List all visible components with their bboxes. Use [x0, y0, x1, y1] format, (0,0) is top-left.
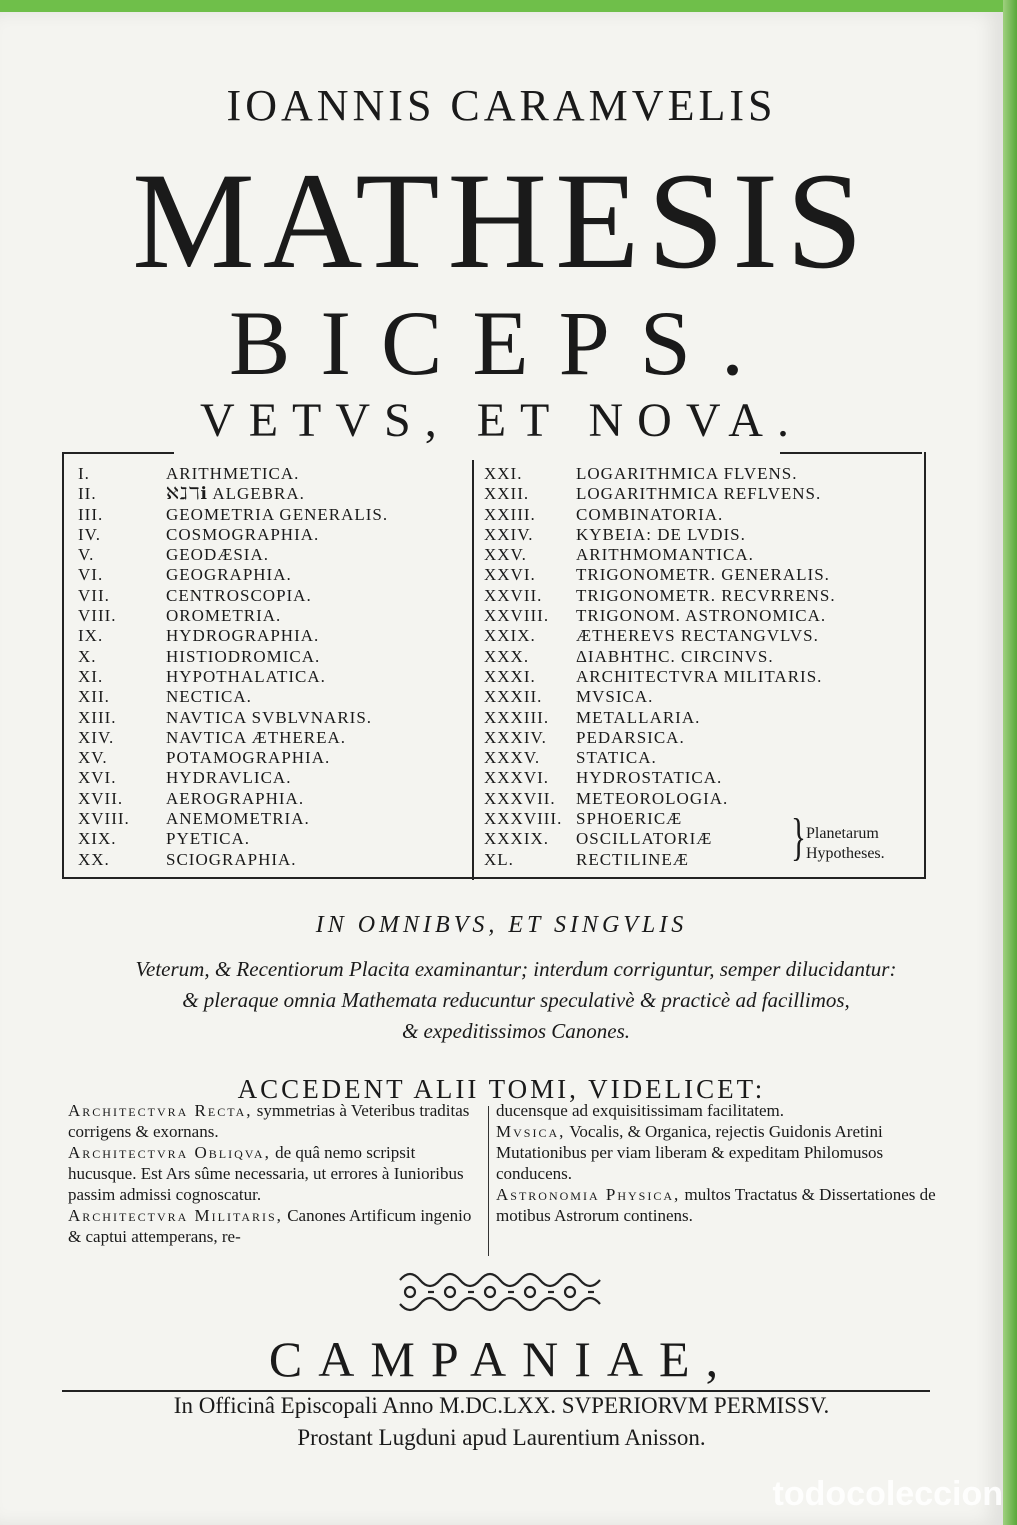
italic-line-3: & expeditissimos Canones. — [401, 1019, 631, 1043]
contents-row-title: METEOROLOGIA. — [576, 788, 729, 808]
contents-row-title: NAVTICA SVBLVNARIS. — [166, 707, 373, 727]
contents-row-number: II. — [78, 484, 97, 504]
contents-row — [484, 728, 836, 748]
contents-row-title: ARCHITECTVRA MILITARIS. — [576, 666, 823, 686]
contents-row-number: XV. — [78, 748, 108, 768]
contents-row — [484, 606, 836, 626]
accedent-heading: ACCEDENT ALII TOMI, VIDELICET: — [237, 1074, 766, 1104]
contents-row-number: XXIX. — [484, 626, 536, 646]
contents-row — [484, 565, 836, 585]
contents-right-column — [484, 464, 836, 870]
contents-row-title: HYDRAVLICA. — [166, 768, 292, 788]
contents-row — [484, 850, 836, 870]
contents-row-title: TRIGONOMETR. GENERALIS. — [576, 565, 830, 585]
contents-row-title: OSCILLATORIÆ — [576, 829, 713, 849]
contents-row — [78, 606, 388, 626]
italic-line-2: & pleraque omnia Mathemata reducuntur speculativè & practicè ad facillimos, — [182, 988, 850, 1012]
contents-row-number: XIV. — [78, 727, 115, 747]
contents-row-title: GEOMETRIA GENERALIS. — [166, 504, 389, 524]
contents-row-number: III. — [78, 504, 104, 524]
contents-row — [484, 748, 836, 768]
contents-row-number: XXXVII. — [484, 788, 556, 808]
contents-row — [78, 545, 388, 565]
contents-row-number: XVIII. — [78, 809, 130, 829]
tomus-heading: Mvsica, — [496, 1122, 566, 1141]
contents-row-number: XXVII. — [484, 585, 543, 605]
contents-row — [78, 809, 388, 829]
contents-row-number: XVI. — [78, 768, 117, 788]
tomi-right-column — [496, 1100, 936, 1226]
contents-row — [78, 505, 388, 525]
contents-row-title: ARITHMETICA. — [166, 464, 300, 483]
contents-row — [78, 525, 388, 545]
contents-row-number: X. — [78, 646, 97, 666]
contents-row — [484, 708, 836, 728]
contents-row-title: HYDROSTATICA. — [576, 768, 723, 788]
contents-row — [78, 667, 388, 687]
contents-row-number: XII. — [78, 687, 110, 707]
contents-row — [78, 626, 388, 646]
contents-row — [484, 809, 836, 829]
contents-row-number: XXXV. — [484, 748, 541, 768]
green-background-side — [1003, 0, 1017, 1525]
contents-row-number: XXII. — [484, 484, 530, 504]
contents-row-title: HYPOTHALATICA. — [166, 666, 326, 686]
contents-row-number: XXXIX. — [484, 829, 550, 849]
contents-row-title: STATICA. — [576, 748, 657, 768]
contents-row — [78, 850, 388, 870]
contents-row-number: XXV. — [484, 545, 527, 565]
subtitle: VETVS, ET NOVA. — [200, 394, 803, 447]
contents-row — [484, 464, 836, 484]
tomus-entry — [496, 1121, 936, 1184]
contents-row-number: XXXI. — [484, 666, 536, 686]
contents-row-title: METALLARIA. — [576, 707, 701, 727]
tomus-text: Vocalis, & Organica, rejectis Guidonis Aretini Mutationibus per viam liberam & expeditam Philomusos conducens. — [496, 1122, 884, 1183]
italic-paragraph — [96, 954, 936, 1047]
contents-row-number: IX. — [78, 626, 104, 646]
contents-row-title: GEODÆSIA. — [166, 545, 269, 565]
imprint-line-1: In Officinâ Episcopali Anno M.DC.LXX. SVPERIORVM PERMISSV. — [173, 1393, 830, 1418]
brace-note — [806, 824, 885, 864]
contents-row-number: XVII. — [78, 788, 124, 808]
contents-row — [484, 789, 836, 809]
contents-row-title: HISTIODROMICA. — [166, 646, 321, 666]
title-line-2: BICEPS. — [229, 292, 774, 394]
contents-row-number: XXXVIII. — [484, 809, 563, 829]
contents-row-title: POTAMOGRAPHIA. — [166, 748, 331, 768]
contents-row — [484, 768, 836, 788]
title-page — [0, 12, 1003, 1525]
contents-row — [484, 829, 836, 849]
brace-note-line-2: Hypotheses. — [806, 845, 885, 862]
tomus-entry — [496, 1184, 936, 1226]
contents-row-number: XXXVI. — [484, 768, 550, 788]
contents-row-title: PYETICA. — [166, 829, 251, 849]
contents-row — [484, 647, 836, 667]
contents-row-number: VIII. — [78, 606, 117, 626]
contents-row-number: V. — [78, 545, 95, 565]
brace-note-line-1: Planetarum — [806, 825, 879, 842]
contents-row — [484, 626, 836, 646]
contents-row-title: SCIOGRAPHIA. — [166, 849, 297, 869]
frame-divider — [472, 460, 474, 880]
contents-row-title: TRIGONOMETR. RECVRRENS. — [576, 585, 836, 605]
contents-row-title: ARITHMOMANTICA. — [576, 545, 754, 565]
tomi-left-column — [68, 1100, 478, 1247]
contents-row-title: ÆTHEREVS RECTANGVLVS. — [576, 626, 819, 646]
contents-row-number: XIII. — [78, 707, 117, 727]
contents-row-number: XXX. — [484, 646, 530, 666]
contents-row — [484, 545, 836, 565]
contents-row-title: AEROGRAPHIA. — [166, 788, 305, 808]
tomus-entry — [68, 1205, 478, 1247]
contents-row-title: TRIGONOM. ASTRONOMICA. — [576, 606, 827, 626]
contents-row — [78, 708, 388, 728]
contents-row — [484, 586, 836, 606]
contents-row-number: IV. — [78, 524, 101, 544]
tomus-entry — [68, 1142, 478, 1205]
italic-line-1: Veterum, & Recentiorum Placita examinantur; interdum corriguntur, semper dilucidantur: — [135, 957, 897, 981]
contents-row-title: NAVTICA ÆTHEREA. — [166, 727, 347, 747]
in-omnibus-heading: IN OMNIBVS, ET SINGVLIS — [315, 912, 688, 938]
tomus-heading: Architectvra Recta, — [68, 1101, 253, 1120]
tomus-entry — [68, 1100, 478, 1142]
contents-row-title: CENTROSCOPIA. — [166, 585, 312, 605]
contents-row — [78, 647, 388, 667]
tomus-text: Canones Artificum ingenio & captui attemperans, re- — [68, 1206, 472, 1246]
imprint — [0, 1390, 1003, 1454]
contents-row — [78, 728, 388, 748]
contents-row-title: COMBINATORIA. — [576, 504, 724, 524]
contents-row-number: XX. — [78, 849, 110, 869]
contents-row — [78, 464, 388, 484]
contents-row-title: ΔΙΑΒΗΤΗC. CIRCINVS. — [576, 646, 774, 666]
contents-row — [78, 565, 388, 585]
tomus-text: symmetrias à Veteribus traditas corrigens & exornans. — [68, 1101, 470, 1141]
printer-ornament-icon — [390, 1264, 610, 1320]
contents-row-number: XI. — [78, 666, 104, 686]
contents-row — [78, 687, 388, 707]
contents-row-number: XXXII. — [484, 687, 543, 707]
contents-row-number: VII. — [78, 585, 110, 605]
tomus-text: multos Tractatus & Dissertationes de motibus Astrorum continens. — [496, 1185, 936, 1225]
tomus-heading: Architectvra Militaris, — [68, 1206, 283, 1225]
contents-row — [484, 667, 836, 687]
contents-row — [78, 789, 388, 809]
contents-row-number: XXVI. — [484, 565, 536, 585]
contents-row-number: XXIV. — [484, 524, 534, 544]
contents-row-title: NECTICA. — [166, 687, 252, 707]
tomus-entry — [496, 1100, 936, 1121]
tomus-heading: Architectvra Obliqva, — [68, 1143, 271, 1162]
contents-row-title: OROMETRIA. — [166, 606, 282, 626]
contents-row-title: ANEMOMETRIA. — [166, 809, 310, 829]
contents-row — [78, 586, 388, 606]
contents-row-title: LOGARITHMICA REFLVENS. — [576, 484, 822, 504]
contents-row — [78, 748, 388, 768]
tomus-heading: Astronomia Physica, — [496, 1185, 681, 1204]
frame-top-right-rule — [780, 452, 922, 454]
place-of-printing: CAMPANIAE, — [268, 1331, 735, 1387]
frame-top-left-rule — [62, 452, 174, 454]
contents-row-number: XL. — [484, 849, 514, 869]
contents-row-title: SPHOERICÆ — [576, 809, 683, 829]
author-line: IOANNIS CARAMVELIS — [226, 81, 777, 130]
contents-row-number: I. — [78, 464, 90, 483]
curly-brace-icon: } — [790, 809, 806, 866]
contents-row-number: XXIII. — [484, 504, 536, 524]
imprint-line-2: Prostant Lugduni apud Laurentium Anisson. — [297, 1425, 706, 1450]
contents-row-number: XXI. — [484, 464, 523, 483]
site-watermark — [773, 1475, 1003, 1514]
contents-row — [484, 484, 836, 504]
contents-row — [484, 505, 836, 525]
contents-row-number: XXVIII. — [484, 606, 550, 626]
contents-row-title: RECTILINEÆ — [576, 849, 689, 869]
contents-row-title: KYBEIA: DE LVDIS. — [576, 524, 746, 544]
tomus-text: de quâ nemo scripsit hucusque. Est Ars sûme necessaria, ut errores à Iunioribus passim admissi cognoscatur. — [68, 1143, 464, 1204]
contents-row-number: XIX. — [78, 829, 117, 849]
contents-left-column — [78, 464, 388, 870]
contents-row-title: ℵℷℸℹ ALGEBRA. — [166, 484, 305, 504]
tomus-text: ducensque ad exquisitissimam facilitatem. — [496, 1101, 784, 1120]
contents-row-title: MVSICA. — [576, 687, 654, 707]
contents-row-title: GEOGRAPHIA. — [166, 565, 292, 585]
contents-row — [78, 484, 388, 504]
contents-row-title: COSMOGRAPHIA. — [166, 524, 320, 544]
contents-row — [78, 829, 388, 849]
contents-row-number: XXXIV. — [484, 727, 547, 747]
contents-row-title: PEDARSICA. — [576, 727, 685, 747]
tomi-divider — [488, 1106, 489, 1256]
contents-row — [484, 525, 836, 545]
contents-row-title: HYDROGRAPHIA. — [166, 626, 320, 646]
contents-row-number: XXXIII. — [484, 707, 550, 727]
contents-row — [78, 768, 388, 788]
watermark-text: todocoleccion — [772, 1475, 1003, 1513]
contents-row-title: LOGARITHMICA FLVENS. — [576, 464, 798, 483]
contents-row — [484, 687, 836, 707]
title-line-1: MATHESIS — [132, 144, 871, 297]
contents-row-number: VI. — [78, 565, 104, 585]
